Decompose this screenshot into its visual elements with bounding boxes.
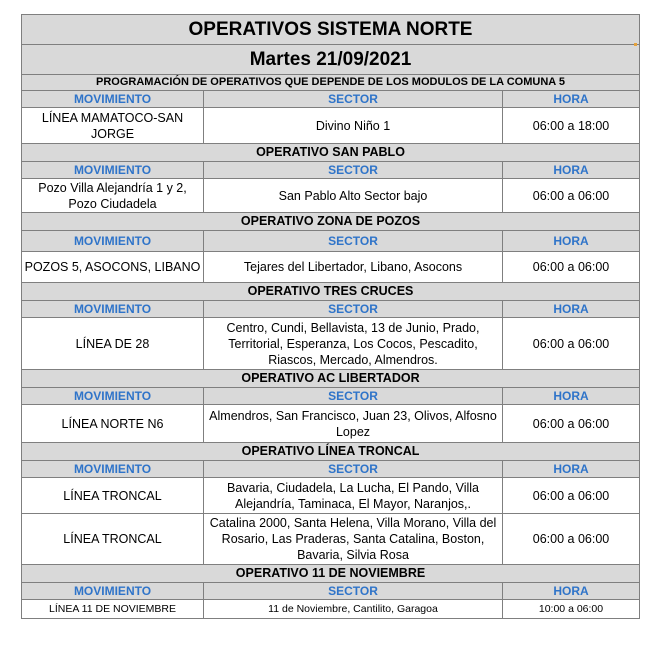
section-title: OPERATIVO SAN PABLO xyxy=(22,144,640,162)
cell-hora: 06:00 a 06:00 xyxy=(503,179,640,213)
table-row xyxy=(22,514,640,565)
cell-hora: 06:00 a 06:00 xyxy=(503,318,640,370)
table-row xyxy=(22,318,640,370)
header-hora: HORA xyxy=(503,583,640,600)
header-movimiento: MOVIMIENTO xyxy=(22,301,204,318)
program-banner: PROGRAMACIÓN DE OPERATIVOS QUE DEPENDE DE LOS MODULOS DE LA COMUNA 5 xyxy=(22,75,640,91)
cell-movimiento: LÍNEA TRONCAL xyxy=(22,514,204,565)
schedule-table xyxy=(21,14,640,619)
table-row xyxy=(22,108,640,144)
header-sector: SECTOR xyxy=(204,162,503,179)
cell-sector: Catalina 2000, Santa Helena, Villa Morano, Villa del Rosario, Las Praderas, Santa Catalina, Boston, Bavaria, Silvia Rosa xyxy=(204,514,503,565)
cell-sector: 11 de Noviembre, Cantilito, Garagoa xyxy=(204,600,503,619)
schedule-sheet xyxy=(21,14,639,619)
cell-hora: 06:00 a 06:00 xyxy=(503,252,640,283)
cell-sector: Tejares del Libertador, Libano, Asocons xyxy=(204,252,503,283)
header-hora: HORA xyxy=(503,461,640,478)
cell-movimiento: POZOS 5, ASOCONS, LIBANO xyxy=(22,252,204,283)
column-header-row xyxy=(22,91,640,108)
cell-sector: Almendros, San Francisco, Juan 23, Olivos, Alfosno Lopez xyxy=(204,405,503,443)
table-row xyxy=(22,252,640,283)
header-sector: SECTOR xyxy=(204,583,503,600)
section-title: OPERATIVO LÍNEA TRONCAL xyxy=(22,443,640,461)
cell-movimiento: LÍNEA NORTE N6 xyxy=(22,405,204,443)
header-hora: HORA xyxy=(503,388,640,405)
cell-movimiento: LÍNEA 11 DE NOVIEMBRE xyxy=(22,600,204,619)
cell-movimiento: LÍNEA TRONCAL xyxy=(22,478,204,514)
section-title: OPERATIVO AC LIBERTADOR xyxy=(22,370,640,388)
header-hora: HORA xyxy=(503,231,640,252)
cell-hora: 06:00 a 06:00 xyxy=(503,405,640,443)
header-movimiento: MOVIMIENTO xyxy=(22,461,204,478)
column-header-row xyxy=(22,461,640,478)
header-hora: HORA xyxy=(503,162,640,179)
table-row xyxy=(22,478,640,514)
cell-sector: Bavaria, Ciudadela, La Lucha, El Pando, Villa Alejandría, Taminaca, El Mayor, Naranjos,. xyxy=(204,478,503,514)
section-title: OPERATIVO 11 DE NOVIEMBRE xyxy=(22,565,640,583)
column-header-row xyxy=(22,583,640,600)
sheet-date: Martes 21/09/2021 xyxy=(22,45,640,75)
header-sector: SECTOR xyxy=(204,301,503,318)
header-movimiento: MOVIMIENTO xyxy=(22,231,204,252)
cell-movimiento: LÍNEA DE 28 xyxy=(22,318,204,370)
cell-hora: 06:00 a 06:00 xyxy=(503,514,640,565)
header-movimiento: MOVIMIENTO xyxy=(22,583,204,600)
column-header-row xyxy=(22,162,640,179)
cell-hora: 06:00 a 06:00 xyxy=(503,478,640,514)
header-hora: HORA xyxy=(503,301,640,318)
header-sector: SECTOR xyxy=(204,231,503,252)
header-sector: SECTOR xyxy=(204,388,503,405)
column-header-row xyxy=(22,301,640,318)
cell-hora: 10:00 a 06:00 xyxy=(503,600,640,619)
cell-sector: Divino Niño 1 xyxy=(204,108,503,144)
header-movimiento: MOVIMIENTO xyxy=(22,91,204,108)
header-hora: HORA xyxy=(503,91,640,108)
sheet-title: OPERATIVOS SISTEMA NORTE xyxy=(22,15,640,45)
header-sector: SECTOR xyxy=(204,91,503,108)
header-movimiento: MOVIMIENTO xyxy=(22,388,204,405)
cell-hora: 06:00 a 18:00 xyxy=(503,108,640,144)
header-movimiento: MOVIMIENTO xyxy=(22,162,204,179)
cell-sector: San Pablo Alto Sector bajo xyxy=(204,179,503,213)
section-title: OPERATIVO TRES CRUCES xyxy=(22,283,640,301)
table-row xyxy=(22,405,640,443)
column-header-row xyxy=(22,231,640,252)
selection-handle xyxy=(634,43,637,46)
column-header-row xyxy=(22,388,640,405)
cell-movimiento: Pozo Villa Alejandría 1 y 2, Pozo Ciudadela xyxy=(22,179,204,213)
section-title: OPERATIVO ZONA DE POZOS xyxy=(22,213,640,231)
cell-movimiento: LÍNEA MAMATOCO-SAN JORGE xyxy=(22,108,204,144)
table-row xyxy=(22,179,640,213)
cell-sector: Centro, Cundi, Bellavista, 13 de Junio, Prado, Territorial, Esperanza, Los Cocos, Pescadito, Riascos, Mercado, Almendros. xyxy=(204,318,503,370)
table-row xyxy=(22,600,640,619)
header-sector: SECTOR xyxy=(204,461,503,478)
